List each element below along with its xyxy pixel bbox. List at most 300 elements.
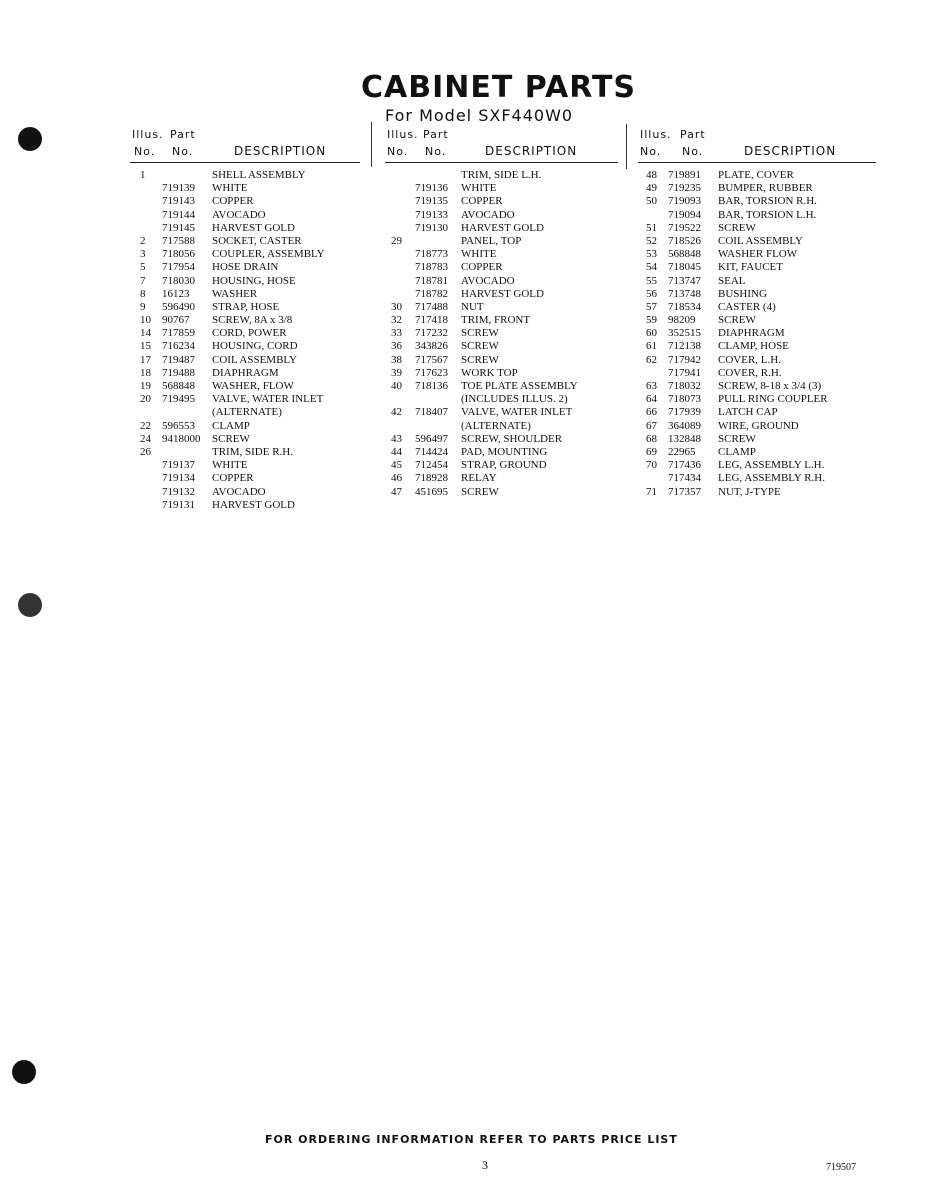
part-description: (ALTERNATE)	[212, 406, 282, 419]
parts-row	[130, 354, 360, 367]
part-number: 718136	[415, 380, 448, 392]
part-description: WHITE	[212, 459, 248, 472]
part-number: 719144	[162, 208, 195, 221]
parts-row	[385, 459, 618, 472]
part-description: COIL ASSEMBLY	[212, 353, 297, 366]
illus-number: 52	[646, 234, 657, 247]
part-number: 718782	[415, 287, 448, 300]
part-description: WHITE	[461, 248, 497, 261]
illus-number: 54	[646, 261, 657, 274]
parts-row	[638, 340, 876, 353]
header-part: Part	[170, 128, 196, 141]
parts-row	[130, 420, 360, 433]
part-number: 352515	[668, 327, 701, 340]
parts-row	[638, 222, 876, 235]
header-illus: Illus.	[132, 128, 164, 141]
part-description: DIAPHRAGM	[212, 366, 279, 379]
parts-row	[385, 235, 618, 248]
parts-row	[385, 433, 618, 446]
illus-number: 7	[140, 274, 146, 287]
part-description: COVER, L.H.	[718, 353, 781, 366]
part-description: LEG, ASSEMBLY R.H.	[718, 472, 825, 485]
part-description: WIRE, GROUND	[718, 419, 799, 432]
part-description: TRIM, FRONT	[461, 314, 531, 327]
part-description: STRAP, GROUND	[461, 459, 547, 472]
part-description: WASHER FLOW	[718, 248, 798, 261]
part-description: PULL RING COUPLER	[718, 393, 828, 406]
parts-row	[385, 209, 618, 222]
part-number: 9418000	[162, 432, 201, 445]
part-description: TRIM, SIDE L.H.	[461, 169, 542, 181]
parts-row	[130, 169, 360, 182]
column-divider-2	[626, 124, 627, 169]
parts-row	[638, 367, 876, 380]
parts-row	[638, 327, 876, 340]
part-number: 718073	[668, 393, 701, 406]
part-number: 719132	[162, 485, 195, 498]
parts-row	[385, 393, 618, 406]
part-number: 596497	[415, 432, 448, 445]
parts-row	[130, 209, 360, 222]
illus-number: 62	[646, 353, 657, 366]
part-number: 718781	[415, 274, 448, 287]
parts-row	[130, 222, 360, 235]
part-number: 719133	[415, 208, 448, 221]
part-number: 22965	[668, 445, 696, 458]
part-number: 719130	[415, 221, 448, 234]
parts-row	[130, 380, 360, 393]
part-description: HARVEST GOLD	[212, 498, 295, 511]
header-illus-no: No.	[387, 145, 409, 158]
parts-row	[130, 288, 360, 301]
parts-column-1	[130, 126, 360, 512]
header-illus: Illus.	[640, 128, 672, 141]
illus-number: 55	[646, 274, 657, 287]
part-number: 719488	[162, 366, 195, 379]
part-number: 719093	[668, 195, 701, 208]
part-number: 568848	[162, 380, 195, 392]
part-number: 718783	[415, 261, 448, 274]
illus-number: 36	[391, 340, 402, 353]
part-description: AVOCADO	[461, 208, 515, 221]
parts-row	[130, 301, 360, 314]
part-description: SHELL ASSEMBLY	[212, 169, 306, 181]
header-part: Part	[680, 128, 706, 141]
part-number: 718032	[668, 380, 701, 392]
parts-row	[638, 433, 876, 446]
illus-number: 22	[140, 419, 151, 432]
illus-number: 56	[646, 287, 657, 300]
part-description: SCREW	[461, 353, 499, 366]
parts-row	[130, 314, 360, 327]
part-description: (INCLUDES ILLUS. 2)	[461, 393, 568, 406]
parts-row	[638, 486, 876, 499]
parts-row	[638, 314, 876, 327]
part-number: 719235	[668, 182, 701, 195]
parts-row	[130, 499, 360, 512]
part-number: 98209	[668, 314, 696, 327]
parts-row	[385, 354, 618, 367]
part-description: COVER, R.H.	[718, 366, 782, 379]
parts-row	[130, 182, 360, 195]
part-number: 712454	[415, 459, 448, 472]
illus-number: 2	[140, 234, 146, 247]
part-number: 719134	[162, 472, 195, 485]
illus-number: 44	[391, 445, 402, 458]
parts-row	[130, 275, 360, 288]
part-description: SCREW	[718, 314, 756, 327]
parts-row	[638, 248, 876, 261]
part-number: 718928	[415, 472, 448, 485]
part-number: 717232	[415, 327, 448, 340]
header-part-no: No.	[425, 145, 447, 158]
part-description: HOUSING, HOSE	[212, 274, 296, 287]
illus-number: 18	[140, 366, 151, 379]
parts-rows	[385, 169, 618, 499]
illus-number: 68	[646, 432, 657, 445]
part-description: WASHER	[212, 287, 258, 300]
header-illus: Illus.	[387, 128, 419, 141]
illus-number: 17	[140, 353, 151, 366]
part-number: 713748	[668, 287, 701, 300]
parts-row	[385, 275, 618, 288]
part-description: COPPER	[461, 261, 503, 274]
part-description: SCREW	[461, 327, 499, 340]
parts-row	[130, 327, 360, 340]
part-description: CASTER (4)	[718, 300, 776, 313]
part-number: 719139	[162, 182, 195, 195]
parts-row	[385, 182, 618, 195]
part-number: 596553	[162, 419, 195, 432]
part-description: AVOCADO	[212, 485, 266, 498]
part-number: 717357	[668, 485, 701, 498]
illus-number: 30	[391, 300, 402, 313]
part-number: 717941	[668, 366, 701, 379]
illus-number: 9	[140, 300, 146, 313]
part-description: COPPER	[212, 195, 254, 208]
parts-row	[130, 393, 360, 406]
part-description: COIL ASSEMBLY	[718, 234, 803, 247]
parts-row	[638, 209, 876, 222]
parts-row	[130, 235, 360, 248]
parts-row	[385, 420, 618, 433]
part-description: KIT, FAUCET	[718, 261, 783, 274]
illus-number: 59	[646, 314, 657, 327]
part-description: SCREW	[718, 221, 756, 234]
part-number: 713747	[668, 274, 701, 287]
parts-row	[385, 340, 618, 353]
part-description: WHITE	[212, 182, 248, 195]
parts-row	[638, 406, 876, 419]
parts-row	[385, 301, 618, 314]
part-description: SCREW, 8A x 3/8	[212, 314, 293, 327]
part-number: 719131	[162, 498, 195, 511]
binder-hole-bottom	[12, 1060, 36, 1084]
part-description: WORK TOP	[461, 366, 518, 379]
part-description: VALVE, WATER INLET	[461, 406, 573, 419]
parts-row	[130, 367, 360, 380]
illus-number: 40	[391, 380, 402, 392]
column-divider-1	[371, 122, 372, 167]
illus-number: 69	[646, 445, 657, 458]
binder-hole-top	[18, 127, 42, 151]
part-description: COPPER	[461, 195, 503, 208]
part-number: 90767	[162, 314, 190, 327]
part-description: SOCKET, CASTER	[212, 234, 302, 247]
parts-row	[638, 261, 876, 274]
header-description: DESCRIPTION	[234, 144, 327, 158]
part-description: SCREW	[461, 485, 499, 498]
parts-row	[130, 433, 360, 446]
part-description: HARVEST GOLD	[212, 221, 295, 234]
part-number: 718030	[162, 274, 195, 287]
parts-row	[130, 195, 360, 208]
part-description: HOUSING, CORD	[212, 340, 298, 353]
illus-number: 15	[140, 340, 151, 353]
part-number: 717434	[668, 472, 701, 485]
parts-column-3	[638, 126, 876, 499]
illus-number: 5	[140, 261, 146, 274]
parts-row	[130, 459, 360, 472]
illus-number: 38	[391, 353, 402, 366]
part-description: BAR, TORSION R.H.	[718, 195, 817, 208]
illus-number: 64	[646, 393, 657, 406]
parts-row	[130, 261, 360, 274]
part-number: 718045	[668, 261, 701, 274]
header-part: Part	[423, 128, 449, 141]
part-number: 714424	[415, 445, 448, 458]
parts-row	[130, 406, 360, 419]
part-description: SCREW	[461, 340, 499, 353]
part-description: SCREW, 8-18 x 3/4 (3)	[718, 380, 822, 392]
parts-row	[638, 472, 876, 485]
parts-row	[638, 275, 876, 288]
parts-row	[385, 380, 618, 393]
parts-column-2	[385, 126, 618, 499]
part-number: 568848	[668, 248, 701, 261]
illus-number: 48	[646, 169, 657, 181]
parts-row	[130, 340, 360, 353]
part-number: 717954	[162, 261, 195, 274]
part-number: 719522	[668, 221, 701, 234]
illus-number: 53	[646, 248, 657, 261]
part-description: VALVE, WATER INLET	[212, 393, 324, 406]
illus-number: 19	[140, 380, 151, 392]
part-number: 717588	[162, 234, 195, 247]
illus-number: 26	[140, 445, 151, 458]
part-number: 719143	[162, 195, 195, 208]
header-illus-no: No.	[640, 145, 662, 158]
part-number: 718056	[162, 248, 195, 261]
part-number: 719136	[415, 182, 448, 195]
column-header	[638, 126, 876, 163]
illus-number: 49	[646, 182, 657, 195]
part-number: 719495	[162, 393, 195, 406]
part-description: SEAL	[718, 274, 746, 287]
illus-number: 47	[391, 485, 402, 498]
page-title: CABINET PARTS	[360, 70, 637, 105]
part-description: CLAMP	[212, 419, 250, 432]
part-number: 712138	[668, 340, 701, 353]
part-description: WHITE	[461, 182, 497, 195]
illus-number: 32	[391, 314, 402, 327]
illus-number: 20	[140, 393, 151, 406]
part-description: CORD, POWER	[212, 327, 287, 340]
parts-row	[385, 288, 618, 301]
parts-row	[385, 472, 618, 485]
illus-number: 8	[140, 287, 146, 300]
part-description: CLAMP, HOSE	[718, 340, 789, 353]
parts-row	[385, 486, 618, 499]
part-number: 717859	[162, 327, 195, 340]
illus-number: 33	[391, 327, 402, 340]
header-description: DESCRIPTION	[485, 144, 578, 158]
part-description: STRAP, HOSE	[212, 300, 280, 313]
illus-number: 39	[391, 366, 402, 379]
column-header	[385, 126, 618, 163]
part-number: 719135	[415, 195, 448, 208]
part-description: LEG, ASSEMBLY L.H.	[718, 459, 825, 472]
parts-row	[638, 459, 876, 472]
parts-rows	[130, 169, 360, 512]
ordering-footer: FOR ORDERING INFORMATION REFER TO PARTS PRICE LIST	[265, 1133, 678, 1146]
part-number: 596490	[162, 300, 195, 313]
illus-number: 60	[646, 327, 657, 340]
parts-row	[385, 406, 618, 419]
illus-number: 63	[646, 380, 657, 392]
illus-number: 70	[646, 459, 657, 472]
illus-number: 67	[646, 419, 657, 432]
illus-number: 66	[646, 406, 657, 419]
illus-number: 1	[140, 169, 146, 181]
illus-number: 43	[391, 432, 402, 445]
part-number: 717939	[668, 406, 701, 419]
illus-number: 46	[391, 472, 402, 485]
parts-row	[638, 446, 876, 459]
part-number: 717567	[415, 353, 448, 366]
part-number: 343826	[415, 340, 448, 353]
part-description: PANEL, TOP	[461, 234, 522, 247]
part-number: 716234	[162, 340, 195, 353]
page-number: 3	[482, 1158, 488, 1172]
part-description: RELAY	[461, 472, 497, 485]
part-description: SCREW	[212, 432, 250, 445]
binder-hole-middle	[18, 593, 42, 617]
parts-row	[638, 301, 876, 314]
part-number: 718526	[668, 234, 701, 247]
illus-number: 14	[140, 327, 151, 340]
illus-number: 51	[646, 221, 657, 234]
parts-row	[638, 420, 876, 433]
part-number: 719145	[162, 221, 195, 234]
parts-row	[385, 446, 618, 459]
part-number: 718534	[668, 300, 701, 313]
parts-row	[638, 182, 876, 195]
illus-number: 10	[140, 314, 151, 327]
parts-rows	[638, 169, 876, 499]
part-number: 364089	[668, 419, 701, 432]
part-description: PLATE, COVER	[718, 169, 794, 181]
part-number: 451695	[415, 485, 448, 498]
part-description: HARVEST GOLD	[461, 221, 544, 234]
part-description: DIAPHRAGM	[718, 327, 785, 340]
illus-number: 45	[391, 459, 402, 472]
part-description: WASHER, FLOW	[212, 380, 294, 392]
illus-number: 42	[391, 406, 402, 419]
part-description: (ALTERNATE)	[461, 419, 531, 432]
part-description: AVOCADO	[461, 274, 515, 287]
parts-row	[385, 195, 618, 208]
parts-row	[130, 486, 360, 499]
column-header	[130, 126, 360, 163]
part-description: TOE PLATE ASSEMBLY	[461, 380, 578, 392]
parts-row	[385, 222, 618, 235]
part-number: 717436	[668, 459, 701, 472]
parts-row	[638, 195, 876, 208]
part-number: 717488	[415, 300, 448, 313]
part-description: TRIM, SIDE R.H.	[212, 445, 293, 458]
parts-row	[638, 235, 876, 248]
part-description: HOSE DRAIN	[212, 261, 279, 274]
part-number: 719891	[668, 169, 701, 181]
parts-row	[385, 327, 618, 340]
parts-row	[385, 248, 618, 261]
part-description: SCREW, SHOULDER	[461, 432, 563, 445]
parts-row	[638, 169, 876, 182]
header-illus-no: No.	[134, 145, 156, 158]
illus-number: 71	[646, 485, 657, 498]
part-number: 717942	[668, 353, 701, 366]
illus-number: 3	[140, 248, 146, 261]
part-number: 718773	[415, 248, 448, 261]
illus-number: 61	[646, 340, 657, 353]
part-description: SCREW	[718, 432, 756, 445]
part-number: 718407	[415, 406, 448, 419]
part-number: 16123	[162, 287, 190, 300]
parts-row	[385, 261, 618, 274]
part-number: 719094	[668, 208, 701, 221]
illus-number: 50	[646, 195, 657, 208]
parts-row	[130, 472, 360, 485]
parts-row	[385, 367, 618, 380]
part-description: PAD, MOUNTING	[461, 445, 548, 458]
parts-row	[385, 314, 618, 327]
parts-row	[638, 393, 876, 406]
illus-number: 24	[140, 432, 151, 445]
part-number: 717623	[415, 366, 448, 379]
part-number: 132848	[668, 432, 701, 445]
page-subtitle: For Model SXF440W0	[385, 106, 574, 125]
part-description: AVOCADO	[212, 208, 266, 221]
part-description: NUT	[461, 300, 484, 313]
parts-row	[638, 354, 876, 367]
part-number: 717418	[415, 314, 448, 327]
parts-row	[638, 288, 876, 301]
part-description: LATCH CAP	[718, 406, 778, 419]
header-part-no: No.	[172, 145, 194, 158]
part-description: COPPER	[212, 472, 254, 485]
part-number: 719137	[162, 459, 195, 472]
illus-number: 57	[646, 300, 657, 313]
part-number: 719487	[162, 353, 195, 366]
part-description: HARVEST GOLD	[461, 287, 544, 300]
part-description: BUSHING	[718, 287, 767, 300]
part-description: CLAMP	[718, 445, 756, 458]
parts-row	[638, 380, 876, 393]
document-number: 719507	[826, 1162, 856, 1173]
header-part-no: No.	[682, 145, 704, 158]
header-description: DESCRIPTION	[744, 144, 837, 158]
